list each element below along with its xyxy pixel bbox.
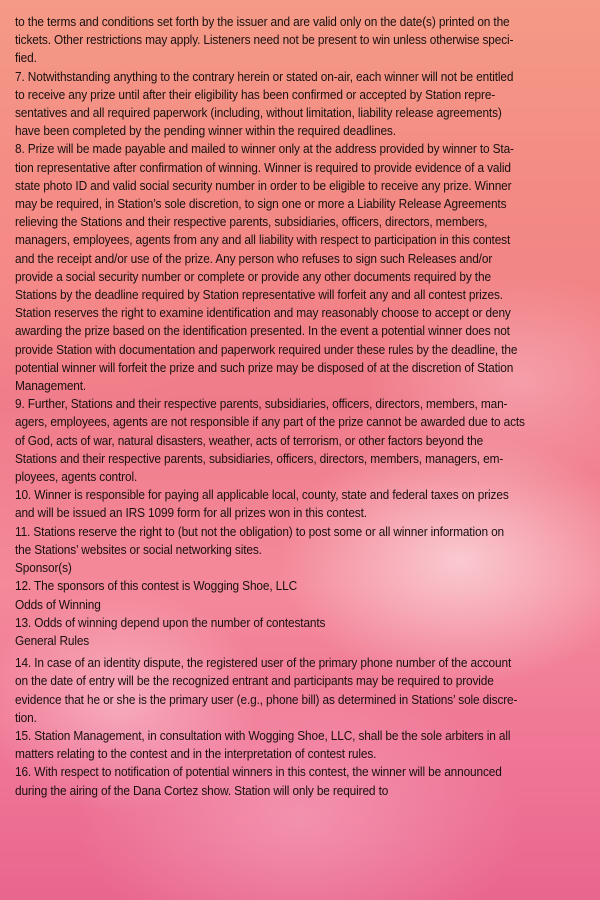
text-line: tickets. Other restrictions may apply. Listeners need not be present to win unless otherwise speci-	[15, 32, 514, 48]
text-line: Odds of Winning	[15, 596, 101, 612]
text-line: the Stations’ websites or social networking sites.	[15, 541, 262, 557]
text-line: Stations by the deadline required by Station representative will forfeit any and all contest prizes.	[15, 287, 503, 303]
text-line: fied.	[15, 50, 37, 66]
rules-text-block	[15, 13, 586, 650]
text-line: to the terms and conditions set forth by the issuer and are valid only on the date(s) printed on the	[15, 14, 510, 29]
text-line: and will be issued an IRS 1099 form for all prizes won in this contest.	[15, 505, 367, 521]
text-line: and the receipt and/or use of the prize. Any person who refuses to sign such Releases and/or	[15, 250, 493, 266]
text-line: agers, employees, agents are not responsible if any part of the prize cannot be awarded due to acts	[15, 414, 525, 430]
text-line: potential winner will forfeit the prize and such prize may be disposed of at the discretion of Station	[15, 359, 514, 375]
text-line: evidence that he or she is the primary user (e.g., phone bill) as determined in Stations’ sole discre-	[15, 691, 518, 707]
text-line: of God, acts of war, natural disasters, weather, acts of terrorism, or other factors beyond the	[15, 432, 484, 448]
text-line: General Rules	[15, 632, 90, 648]
text-line: 7. Notwithstanding anything to the contrary herein or stated on-air, each winner will not be entitled	[15, 68, 514, 84]
text-line: tion.	[15, 709, 37, 725]
text-line: awarding the prize based on the identification presented. In the event a potential winner does not	[15, 323, 510, 339]
text-line: may be required, in Station’s sole discretion, to sign one or more a Liability Release Agreements	[15, 196, 507, 212]
text-line: have been completed by the pending winner within the required deadlines.	[15, 123, 396, 139]
text-line: 11. Stations reserve the right to (but not the obligation) to post some or all winner information on	[15, 523, 505, 539]
text-line: tion representative after confirmation of winning. Winner is required to provide evidence of a valid	[15, 159, 511, 175]
text-line: Sponsor(s)	[15, 560, 72, 576]
text-line: provide Station with documentation and paperwork required under these rules by the deadline, the	[15, 341, 518, 357]
text-line: Stations and their respective parents, subsidiaries, officers, directors, members, managers, em-	[15, 450, 504, 466]
text-line: 9. Further, Stations and their respective parents, subsidiaries, officers, directors, members, man-	[15, 396, 508, 412]
text-line: 16. With respect to notification of potential winners in this contest, the winner will be announced	[15, 764, 502, 780]
text-line: matters relating to the contest and in the interpretation of contest rules.	[15, 746, 377, 762]
text-line: during the airing of the Dana Cortez show. Station will only be required to	[15, 782, 389, 798]
text-line: 15. Station Management, in consultation with Wogging Shoe, LLC, shall be the sole arbiters in all	[15, 727, 511, 743]
text-line: 12. The sponsors of this contest is Wogging Shoe, LLC	[15, 578, 298, 594]
rules-text-block-general	[15, 654, 586, 800]
text-line: Station reserves the right to examine identification and may reasonably choose to accept or deny	[15, 305, 511, 321]
text-line: ployees, agents control.	[15, 469, 138, 485]
text-line: 8. Prize will be made payable and mailed to winner only at the address provided by winner to Sta-	[15, 141, 514, 157]
text-line: on the date of entry will be the recognized entrant and participants may be required to provide	[15, 673, 494, 689]
text-line: managers, employees, agents from any and all liability with respect to participation in this contest	[15, 232, 511, 248]
text-line: sentatives and all required paperwork (including, without limitation, liability release agreements)	[15, 105, 502, 121]
text-line: provide a social security number or complete or provide any other documents required by the	[15, 268, 491, 284]
text-line: 13. Odds of winning depend upon the number of contestants	[15, 614, 326, 630]
text-line: relieving the Stations and their respective parents, subsidiaries, officers, directors, members,	[15, 214, 488, 230]
text-line: state photo ID and valid social security number in order to be eligible to receive any prize. Winner	[15, 177, 512, 193]
text-line: 10. Winner is responsible for paying all applicable local, county, state and federal taxes on prizes	[15, 487, 509, 503]
text-line: 14. In case of an identity dispute, the registered user of the primary phone number of the account	[15, 655, 512, 671]
text-line: Management.	[15, 378, 87, 394]
text-line: to receive any prize until after their eligibility has been confirmed or accepted by Station repre-	[15, 86, 496, 102]
